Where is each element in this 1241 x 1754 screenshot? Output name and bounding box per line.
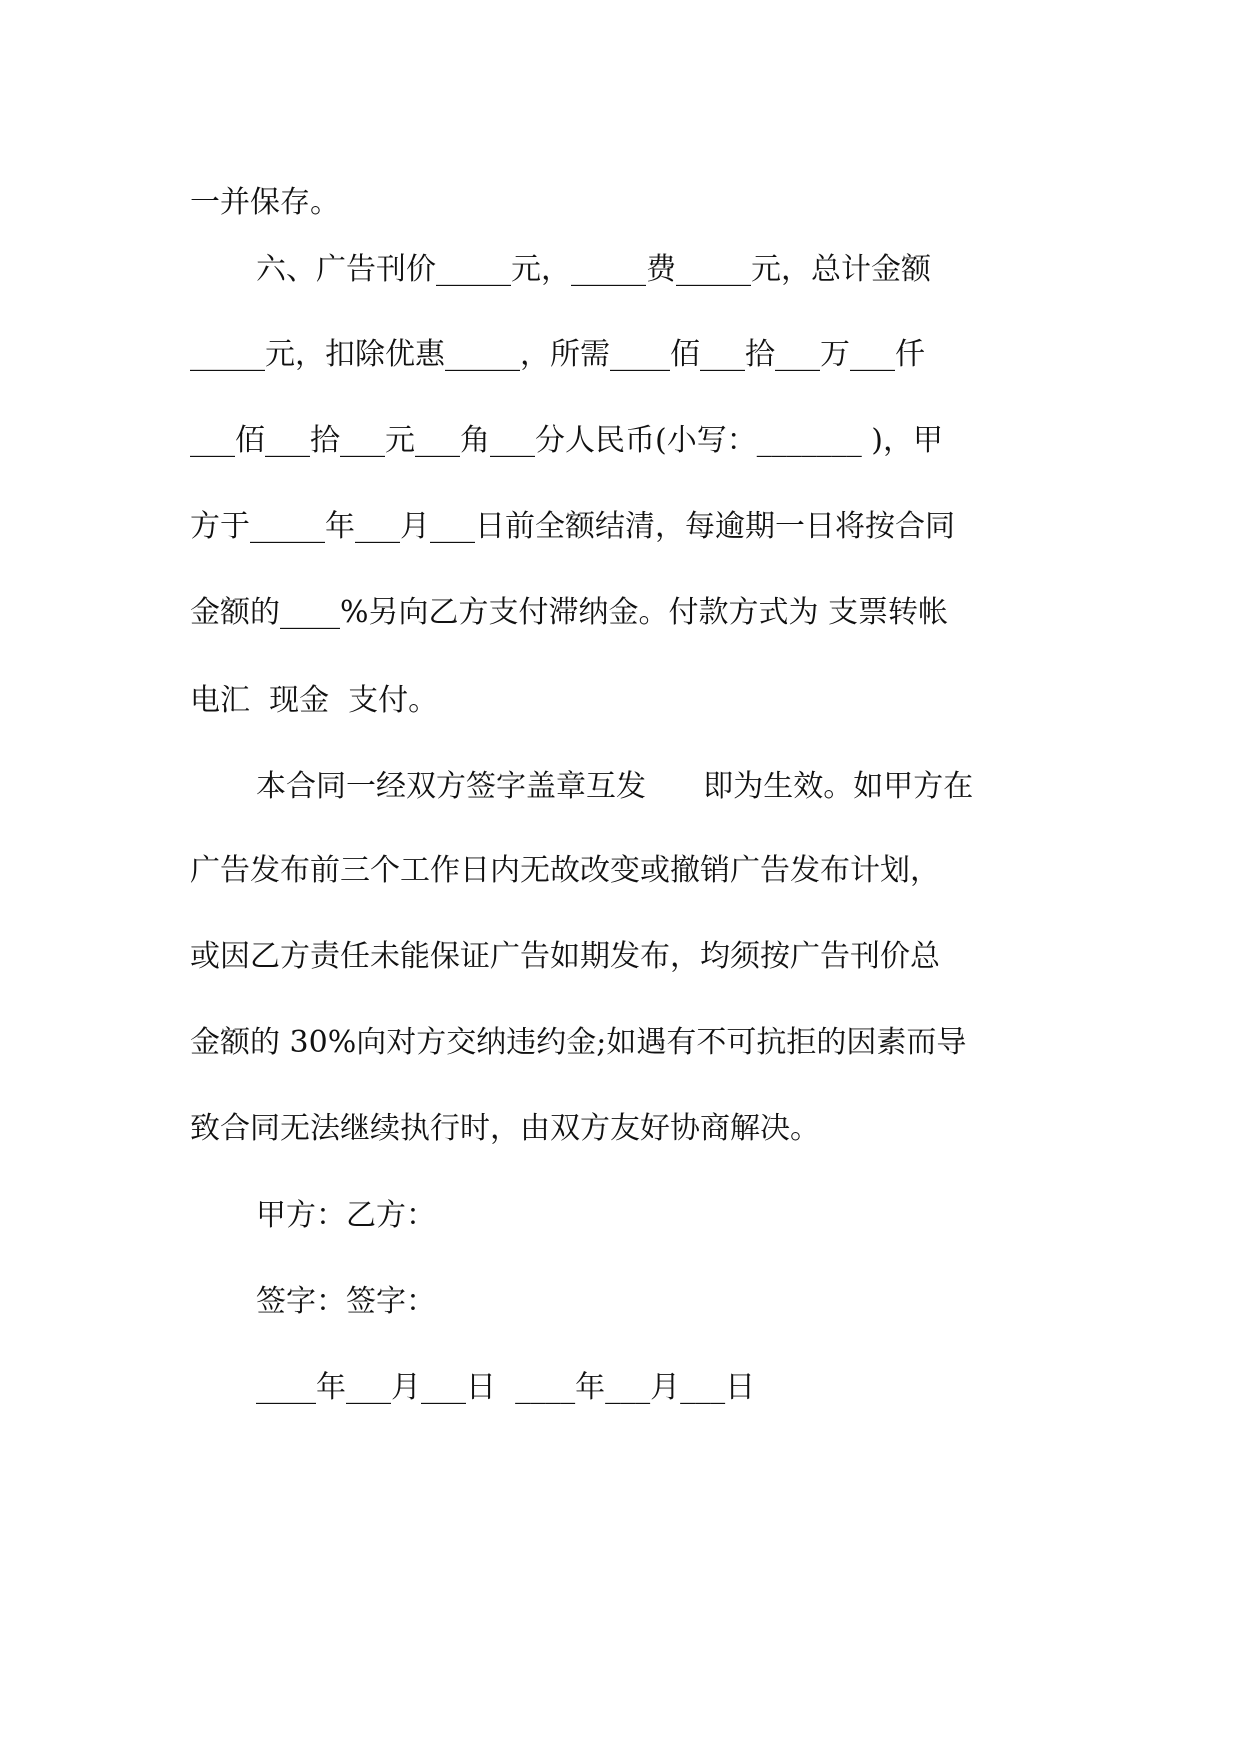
text-line-7: 电汇 现金 支付。	[190, 683, 439, 718]
text-line-5: 方于_____年___月___日前全额结清，每逾期一日将按合同	[190, 509, 955, 544]
signature-date-line: ____年___月___日 ____年___月___日	[256, 1370, 756, 1405]
text-line-2: 六、广告刊价_____元，_____费_____元，总计金额	[256, 252, 931, 287]
text-line-11: 金额的 30%向对方交纳违约金;如遇有不可抗拒的因素而导	[190, 1025, 967, 1060]
text-line-1: 一并保存。	[190, 185, 340, 220]
text-line-10: 或因乙方责任未能保证广告如期发布，均须按广告刊价总	[190, 939, 940, 974]
text-line-4: ___佰___拾___元___角___分人民币(小写：_______ )，甲	[190, 423, 943, 458]
text-line-6: 金额的____%另向乙方支付滞纳金。付款方式为 支票转帐	[190, 595, 949, 630]
text-line-12: 致合同无法继续执行时，由双方友好协商解决。	[190, 1111, 820, 1146]
text-line-3: _____元，扣除优惠_____，所需____佰___拾___万___仟	[190, 337, 925, 372]
text-line-8: 本合同一经双方签字盖章互发 即为生效。如甲方在	[256, 769, 974, 804]
signature-party-line: 甲方：乙方：	[256, 1198, 436, 1233]
signature-sign-line: 签字：签字：	[256, 1284, 436, 1319]
text-line-9: 广告发布前三个工作日内无故改变或撤销广告发布计划，	[190, 853, 940, 888]
